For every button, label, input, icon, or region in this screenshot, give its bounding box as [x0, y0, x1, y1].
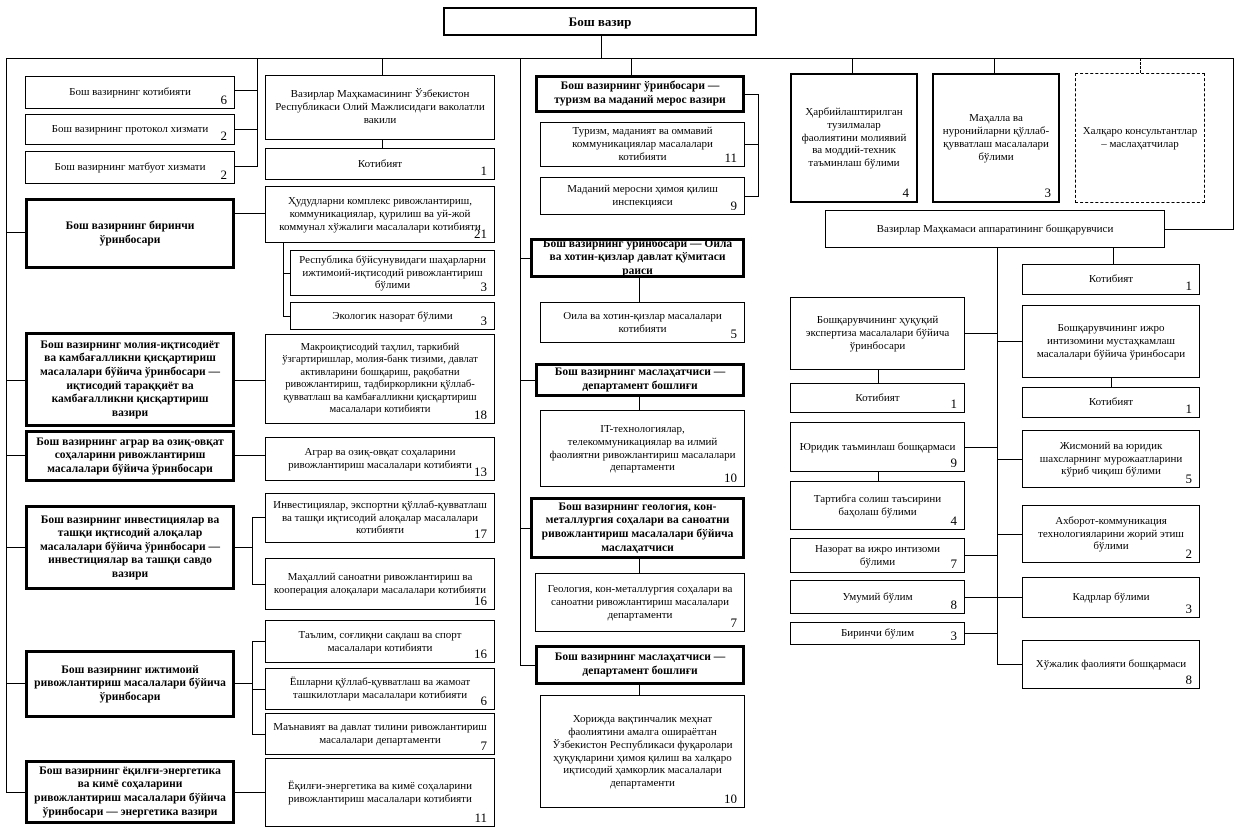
connector-line	[520, 665, 535, 666]
node-foreign-labor-department	[540, 695, 745, 808]
node-label: Котибият	[855, 391, 900, 404]
node-label: Оила ва хотин-қизлар масалалари котибияти	[563, 309, 722, 335]
node-label: Вазирлар Маҳкамаси аппаратининг бошқарувчиси	[876, 222, 1114, 235]
staff-count: 16	[474, 592, 487, 608]
connector-line	[997, 534, 1022, 535]
staff-count: 11	[724, 149, 737, 165]
connector-line	[235, 213, 265, 214]
connector-line	[758, 94, 759, 197]
staff-count: 10	[724, 790, 737, 806]
node-label: Хўжалик фаолияти бошқармаси	[1035, 658, 1187, 671]
connector-line	[6, 232, 25, 233]
staff-count: 3	[1044, 184, 1051, 200]
staff-count: 16	[474, 645, 487, 661]
node-label: Кадрлар бўлими	[1072, 591, 1150, 604]
node-label: Ҳудудларни комплекс ривожлантириш, коммуникациялар, қурилиш ва уй-жой коммунал хўжалиги масалалари котибияти	[279, 195, 481, 233]
connector-line	[1233, 58, 1234, 230]
connector-line	[520, 258, 530, 259]
node-majlis-representative	[265, 75, 495, 140]
connector-line	[252, 734, 265, 735]
node-label: Жисмоний ва юридик шахсларнинг мурожаатларини кўриб чиқиш бўлими	[1039, 439, 1183, 478]
connector-line	[745, 94, 758, 95]
node-deputy-finance	[25, 332, 235, 427]
node-appeals-division	[1022, 430, 1200, 488]
staff-count: 4	[902, 184, 909, 200]
connector-line	[878, 370, 879, 383]
connector-line	[235, 166, 257, 167]
node-label: Бошқарувчининг ижро интизомини мустаҳкамлаш масалалари бўйича ўринбосари	[1036, 322, 1186, 360]
staff-count: 3	[480, 278, 487, 294]
staff-count: 2	[1185, 545, 1192, 561]
connector-line	[1111, 378, 1112, 387]
staff-count: 1	[1185, 400, 1192, 416]
staff-count: 6	[220, 91, 227, 107]
node-label: Котибият	[1088, 273, 1134, 286]
node-label: Биринчи бўлим	[840, 627, 915, 640]
node-ict-division	[1022, 505, 1200, 563]
staff-count: 17	[474, 525, 487, 541]
connector-line	[965, 633, 997, 634]
node-heritage-inspection	[540, 177, 745, 215]
connector-line	[520, 528, 530, 529]
connector-line	[283, 316, 290, 317]
connector-line	[6, 683, 25, 684]
node-local-industry-secretariat	[265, 558, 495, 610]
connector-line	[235, 683, 252, 684]
connector-line	[997, 248, 998, 665]
node-first-division	[790, 622, 965, 645]
node-mahalla-division	[932, 73, 1060, 203]
node-label: Бош вазирнинг матбуот хизмати	[54, 161, 206, 174]
staff-count: 9	[730, 197, 737, 213]
connector-line	[745, 144, 758, 145]
node-label: Бош вазирнинг маслаҳатчиси — департамент бошлиғи	[554, 366, 726, 392]
connector-line	[852, 58, 853, 73]
node-youth-secretariat	[265, 668, 495, 710]
connector-line	[382, 140, 383, 148]
node-secretariat	[1022, 264, 1200, 295]
node-label: Макроиқтисодий таҳлил, таркибий ўзгартиришлар, молия-банк тизими, давлат активларини бошқариш, рақобатни ривожлантириш, тадбиркорликни қўллаб-қувватлаш ва камбағалликни қисқартириш масалалари котибияти	[282, 341, 478, 415]
staff-count: 2	[220, 127, 227, 143]
staff-count: 1	[1185, 277, 1192, 293]
node-label: Умумий бўлим	[842, 590, 913, 603]
connector-line	[6, 792, 25, 793]
node-label: Котибият	[1088, 396, 1134, 409]
node-prime-minister	[443, 7, 757, 36]
node-it-department	[540, 410, 745, 487]
connector-line	[6, 455, 25, 456]
staff-count: 3	[480, 312, 487, 328]
connector-line	[631, 58, 632, 75]
node-hr-division	[1022, 577, 1200, 618]
connector-line	[878, 472, 879, 481]
node-regions-secretariat	[265, 186, 495, 243]
node-spirituality-department	[265, 713, 495, 755]
node-label: Маданий меросни ҳимоя қилиш инспекцияси	[567, 183, 718, 208]
node-label: Бош вазирнинг ўринбосари — Оила ва хотин-қизлар давлат қўмитаси раиси	[542, 237, 733, 277]
connector-line	[235, 380, 265, 381]
node-label: Бош вазирнинг геология, кон-металлургия соҳалари ва саноатни ривожлантириш масалалари бўйича маслаҳатчиси	[541, 500, 734, 554]
node-label: Ёшларни қўллаб-қувватлаш ва жамоат ташкилотлари масалалари котибияти	[289, 676, 471, 701]
connector-line	[252, 517, 253, 585]
node-label: Хорижда вақтинчалик меҳнат фаолиятини амалга ошираётган Ўзбекистон Республикаси фуқаролари ҳуқуқларини ҳимоя қилиш ва халқаро иқтисодий ҳамкорлик масалалари департаменти	[552, 712, 733, 790]
connector-line	[235, 547, 252, 548]
node-first-deputy	[25, 198, 235, 269]
node-macroeconomy-secretariat	[265, 334, 495, 424]
staff-count: 13	[474, 463, 487, 479]
node-label: Маҳаллий саноатни ривожлантириш ва кооперация алоқалари масалалари котибияти	[273, 571, 487, 596]
node-label: Республика бўйсунувидаги шаҳарларни ижтимоий-иқтисодий ривожлантириш бўлими	[299, 253, 486, 292]
node-secretariat	[1022, 387, 1200, 418]
connector-line	[252, 517, 265, 518]
node-label: Бош вазирнинг ижтимоий ривожлантириш масалалари бўйича ўринбосари	[34, 663, 226, 703]
staff-count: 9	[950, 454, 957, 470]
staff-count: 11	[474, 809, 487, 825]
node-label: Бош вазирнинг ёқилғи-энергетика ва кимё соҳаларини ривожлантириш масалалари бўйича ўринбосари — энергетика вазири	[34, 764, 226, 818]
connector-line	[520, 380, 535, 381]
node-deputy-energy	[25, 760, 235, 824]
node-manager-deputy-legal	[790, 297, 965, 370]
node-apparatus-manager	[825, 210, 1165, 248]
staff-count: 21	[474, 225, 487, 241]
connector-line	[997, 341, 1022, 342]
staff-count: 7	[950, 555, 957, 571]
node-international-consultants	[1075, 73, 1205, 203]
node-label: IT-технологиялар, телекоммуникациялар ва илмий фаолиятни ривожлантириш масалалари департаменти	[549, 422, 736, 474]
node-advisor-it	[535, 363, 745, 397]
node-deputy-agrar	[25, 430, 235, 482]
staff-count: 5	[1185, 470, 1192, 486]
node-label: Котибият	[357, 157, 403, 170]
node-republic-cities-division	[290, 250, 495, 296]
connector-line	[235, 455, 265, 456]
node-label: Вазирлар Маҳкамасининг Ўзбекистон Республикаси Олий Мажлисидаги ваколатли вакили	[275, 88, 485, 126]
node-label: Бош вазир	[568, 13, 632, 29]
node-label: Ахборот-коммуникация технологияларини жорий этиш бўлими	[1038, 514, 1184, 553]
staff-count: 18	[474, 406, 487, 422]
node-legal-support	[790, 422, 965, 472]
connector-line	[745, 196, 758, 197]
staff-count: 7	[480, 737, 487, 753]
node-militarized-division	[790, 73, 918, 203]
connector-line	[601, 36, 602, 58]
node-label: Геология, кон-металлургия соҳалари ва саноатни ривожлантириш масалалари департаменти	[547, 583, 733, 621]
connector-line	[639, 278, 640, 302]
node-label: Бош вазирнинг маслаҳатчиси — департамент бошлиғи	[554, 651, 726, 677]
staff-count: 1	[480, 162, 487, 178]
node-label: Туризм, маданият ва оммавий коммуникациялар масалалари котибияти	[572, 125, 713, 163]
connector-line	[6, 547, 25, 548]
staff-count: 6	[480, 692, 487, 708]
node-secretariat	[265, 148, 495, 180]
connector-line	[1165, 229, 1233, 230]
connector-line	[252, 641, 253, 735]
staff-count: 3	[1185, 600, 1192, 616]
staff-count: 4	[950, 512, 957, 528]
connector-line-dashed	[1140, 58, 1141, 73]
connector-line	[252, 584, 265, 585]
node-advisor-labor	[535, 645, 745, 685]
node-label: Бош вазирнинг котибияти	[69, 86, 191, 99]
node-label: Бош вазирнинг ўринбосари — туризм ва маданий мерос вазири	[554, 80, 726, 106]
connector-line	[257, 58, 258, 167]
connector-line	[252, 689, 265, 690]
node-tourism-secretariat	[540, 122, 745, 167]
node-deputy-family	[530, 238, 745, 278]
node-regulation-impact	[790, 481, 965, 530]
connector-line	[965, 597, 997, 598]
node-label: Бош вазирнинг аграр ва озиқ-овқат соҳаларини ривожлантириш масалалари бўйича ўринбосари	[36, 435, 224, 475]
node-invest-secretariat	[265, 493, 495, 543]
connector-line	[994, 58, 995, 73]
connector-line	[997, 597, 1022, 598]
connector-line	[252, 641, 265, 642]
node-label: Бош вазирнинг инвестициялар ва ташқи иқтисодий алоқалар масалалари бўйича ўринбосари — инвестициялар ва ташқи савдо вазири	[39, 513, 220, 580]
node-geology-department	[535, 573, 745, 632]
staff-count: 5	[730, 325, 737, 341]
node-family-secretariat	[540, 302, 745, 343]
connector-line	[283, 243, 284, 317]
connector-line	[965, 333, 997, 334]
connector-line	[639, 397, 640, 410]
node-label: Таълим, соғлиқни сақлаш ва спорт масалалари котибияти	[298, 628, 462, 654]
node-label: Бош вазирнинг молия-иқтисодиёт ва камбағалликни қисқартириш масалалари бўйича ўринбосари — иқтисодий тараққиёт ва камбағалликни қисқартириш вазири	[39, 338, 220, 419]
connector-line	[639, 685, 640, 695]
staff-count: 8	[950, 596, 957, 612]
node-label: Юридик таъминлаш бошқармаси	[799, 440, 956, 453]
connector-line	[6, 58, 1233, 59]
staff-count: 7	[730, 614, 737, 630]
connector-line	[235, 792, 265, 793]
node-control-discipline	[790, 538, 965, 573]
connector-line	[965, 447, 997, 448]
node-energy-secretariat	[265, 758, 495, 827]
connector-line	[997, 459, 1022, 460]
node-pm-press	[25, 151, 235, 184]
staff-count: 10	[724, 469, 737, 485]
node-label: Ёқилғи-энергетика ва кимё соҳаларини ривожлантириш масалалари котибияти	[287, 779, 473, 805]
node-deputy-tourism	[535, 75, 745, 113]
node-agrar-secretariat	[265, 437, 495, 481]
node-label: Маънавият ва давлат тилини ривожлантириш масалалари департаменти	[273, 721, 487, 746]
connector-line	[520, 58, 521, 665]
node-label: Ҳарбийлаштирилган тузилмалар фаолиятини молиявий ва моддий-техник таъминлаш бўлими	[801, 105, 907, 170]
node-pm-secretariat	[25, 76, 235, 109]
node-economic-affairs	[1022, 640, 1200, 689]
connector-line	[382, 58, 383, 75]
node-secretariat	[790, 383, 965, 413]
connector-line	[235, 129, 257, 130]
node-label: Аграр ва озиқ-овқат соҳаларини ривожлантириш масалалари котибияти	[288, 446, 472, 471]
node-label: Бошқарувчининг ҳуқуқий экспертиза масалалари бўйича ўринбосари	[805, 314, 950, 352]
connector-line	[235, 90, 257, 91]
connector-line	[965, 555, 997, 556]
staff-count: 3	[950, 627, 957, 643]
node-label: Экологик назорат бўлими	[332, 309, 453, 322]
node-education-secretariat	[265, 620, 495, 663]
node-label: Халқаро консультантлар – маслаҳатчилар	[1082, 125, 1198, 150]
node-label: Маҳалла ва нуронийларни қўллаб-қувватлаш масалалари бўлими	[942, 112, 1050, 163]
connector-line	[1113, 248, 1114, 264]
node-label: Инвестициялар, экспортни қўллаб-қувватлаш ва ташқи иқтисодий алоқалар масалалари котибияти	[273, 498, 487, 537]
staff-count: 1	[950, 395, 957, 411]
node-deputy-invest	[25, 505, 235, 590]
node-label: Назорат ва ижро интизоми бўлими	[814, 542, 941, 568]
node-general-division	[790, 580, 965, 614]
connector-line	[283, 273, 290, 274]
connector-line	[997, 664, 1022, 665]
node-label: Бош вазирнинг биринчи ўринбосари	[65, 219, 195, 246]
staff-count: 8	[1185, 671, 1192, 687]
node-label: Бош вазирнинг протокол хизмати	[51, 123, 209, 136]
node-ecology-division	[290, 302, 495, 330]
node-label: Тартибга солиш таъсирини баҳолаш бўлими	[813, 492, 942, 518]
staff-count: 2	[220, 166, 227, 182]
connector-line	[6, 380, 25, 381]
connector-line	[639, 559, 640, 573]
node-deputy-social	[25, 650, 235, 718]
node-pm-protocol	[25, 114, 235, 145]
node-advisor-geology	[530, 497, 745, 559]
node-manager-deputy-discipline	[1022, 305, 1200, 378]
